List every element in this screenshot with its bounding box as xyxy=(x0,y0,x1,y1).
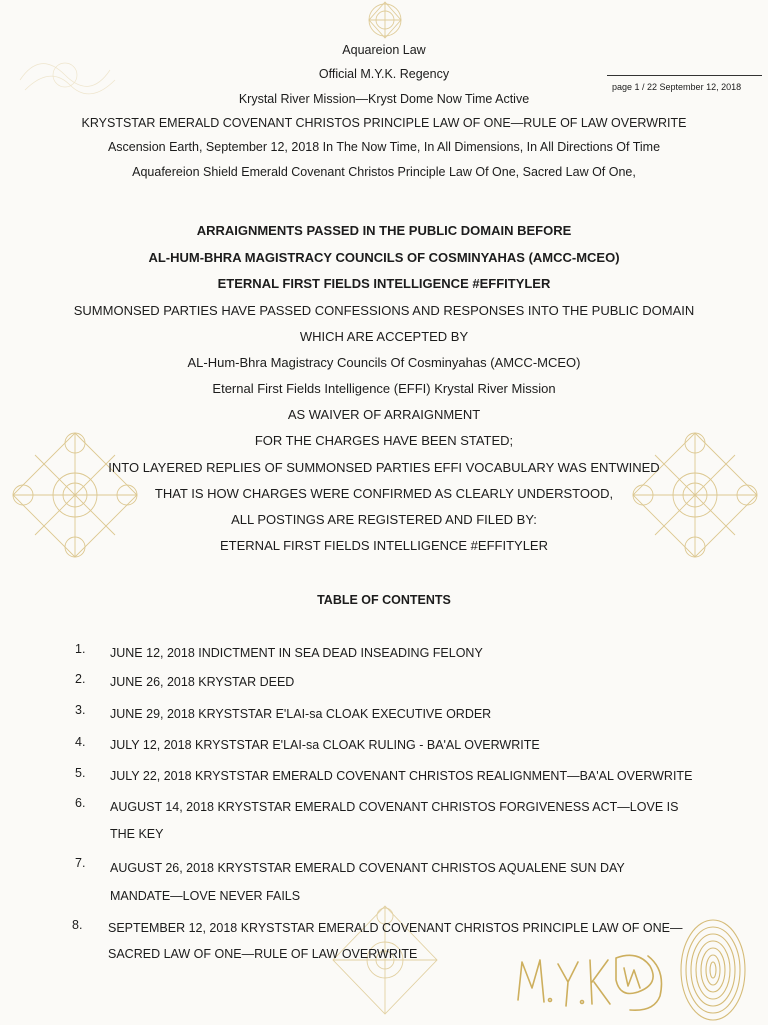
toc-item-3-num: 3. xyxy=(75,703,86,717)
toc-item-4-text: JULY 12, 2018 KRYSTSTAR E'LAI-sa CLOAK RULING - BA'AL OVERWRITE xyxy=(110,738,540,752)
body-line-5: AS WAIVER OF ARRAIGNMENT xyxy=(287,407,481,422)
heading-line-3: ETERNAL FIRST FIELDS INTELLIGENCE #EFFITYLER xyxy=(217,276,551,291)
toc-item-8-text: SEPTEMBER 12, 2018 KRYSTSTAR EMERALD COVENANT CHRISTOS PRINCIPLE LAW OF ONE— xyxy=(108,921,683,935)
toc-title: TABLE OF CONTENTS xyxy=(317,593,451,607)
toc-item-3-text: JUNE 29, 2018 KRYSTSTAR E'LAI-sa CLOAK EXECUTIVE ORDER xyxy=(110,707,492,721)
toc-item-2-text: JUNE 26, 2018 KRYSTAR DEED xyxy=(110,675,295,689)
header-line-5: Ascension Earth, September 12, 2018 In The Now Time, In All Dimensions, In All Directions Of Time xyxy=(107,140,661,154)
body-line-9: ALL POSTINGS ARE REGISTERED AND FILED BY: xyxy=(231,512,537,527)
body-line-7: INTO LAYERED REPLIES OF SUMMONSED PARTIES EFFI VOCABULARY WAS ENTWINED xyxy=(108,460,660,475)
header-line-6: Aquafereion Shield Emerald Covenant Christos Principle Law Of One, Sacred Law Of One, xyxy=(132,165,636,179)
header-line-4: KRYSTSTAR EMERALD COVENANT CHRISTOS PRINCIPLE LAW OF ONE—RULE OF LAW OVERWRITE xyxy=(81,116,687,130)
toc-item-7-text-cont: MANDATE—LOVE NEVER FAILS xyxy=(110,889,301,903)
toc-item-6-text: AUGUST 14, 2018 KRYSTSTAR EMERALD COVENANT CHRISTOS FORGIVENESS ACT—LOVE IS xyxy=(110,800,679,814)
heading-line-1: ARRAIGNMENTS PASSED IN THE PUBLIC DOMAIN BEFORE xyxy=(196,223,572,238)
body-line-3: AL-Hum-Bhra Magistracy Councils Of Cosminyahas (AMCC-MCEO) xyxy=(187,355,581,370)
heading-line-2: AL-HUM-BHRA MAGISTRACY COUNCILS OF COSMINYAHAS (AMCC-MCEO) xyxy=(148,250,620,265)
toc-item-6-text-cont: THE KEY xyxy=(110,827,164,841)
thumbprint xyxy=(678,915,748,1025)
toc-item-7-text: AUGUST 26, 2018 KRYSTSTAR EMERALD COVENANT CHRISTOS AQUALENE SUN DAY xyxy=(110,861,625,875)
bottom-emblem xyxy=(325,900,445,1024)
page-info-rule xyxy=(607,75,762,76)
toc-item-6-num: 6. xyxy=(75,796,86,810)
header-line-1: Aquareion Law xyxy=(342,43,426,57)
toc-item-1-num: 1. xyxy=(75,642,86,656)
toc-item-7-num: 7. xyxy=(75,856,86,870)
toc-item-8-num: 8. xyxy=(72,918,83,932)
body-line-8: THAT IS HOW CHARGES WERE CONFIRMED AS CLEARLY UNDERSTOOD, xyxy=(154,486,614,501)
toc-item-1-text: JUNE 12, 2018 INDICTMENT IN SEA DEAD INSEADING FELONY xyxy=(110,646,483,660)
toc-item-5-num: 5. xyxy=(75,766,86,780)
body-line-1: SUMMONSED PARTIES HAVE PASSED CONFESSIONS AND RESPONSES INTO THE PUBLIC DOMAIN xyxy=(73,303,695,318)
body-line-10: ETERNAL FIRST FIELDS INTELLIGENCE #EFFITYLER xyxy=(220,538,548,553)
body-line-2: WHICH ARE ACCEPTED BY xyxy=(299,329,469,344)
page-info: page 1 / 22 September 12, 2018 xyxy=(612,82,742,92)
body-line-6: FOR THE CHARGES HAVE BEEN STATED; xyxy=(254,433,514,448)
header-line-2: Official M.Y.K. Regency xyxy=(318,67,450,81)
toc-item-4-num: 4. xyxy=(75,735,86,749)
header-line-3: Krystal River Mission—Kryst Dome Now Time Active xyxy=(238,92,530,106)
signature xyxy=(510,940,675,1018)
toc-item-2-num: 2. xyxy=(75,672,86,686)
toc-item-8-text-cont: SACRED LAW OF ONE—RULE OF LAW OVERWRITE xyxy=(108,947,418,961)
body-line-4: Eternal First Fields Intelligence (EFFI) Krystal River Mission xyxy=(212,381,556,396)
toc-item-5-text: JULY 22, 2018 KRYSTSTAR EMERALD COVENANT CHRISTOS REALIGNMENT—BA'AL OVERWRITE xyxy=(110,769,693,783)
